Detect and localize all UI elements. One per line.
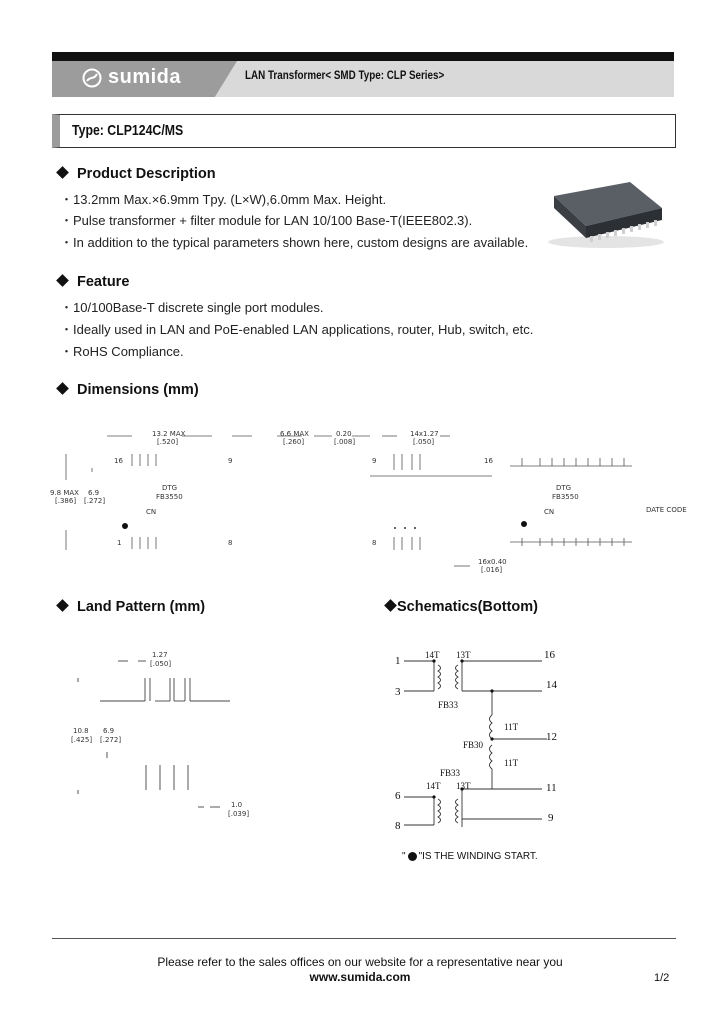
- pin-label-8b: 8: [372, 539, 377, 547]
- schem-pin-1: 1: [395, 655, 401, 667]
- date-code-label: DATE CODE: [646, 506, 687, 514]
- footer-website-link[interactable]: www.sumida.com: [309, 970, 411, 984]
- schem-pin-14: 14: [546, 679, 557, 691]
- diamond-bullet-icon: [56, 599, 69, 612]
- land-outer: 10.8: [73, 727, 89, 735]
- marking-fb-2: FB3550: [552, 493, 579, 501]
- dim-pitch: 14x1.27: [410, 430, 439, 438]
- choke-11t-a: 11T: [504, 722, 519, 732]
- schem-pin-16: 16: [544, 649, 555, 661]
- marking-dtg-2: DTG: [556, 484, 572, 492]
- choke-11t-b: 11T: [504, 758, 519, 768]
- marking-dtg: DTG: [162, 484, 178, 492]
- land-pad-in: [.039]: [228, 810, 250, 818]
- winding-13t-bottom: 13T: [456, 781, 471, 791]
- sumida-logo: [82, 66, 181, 89]
- dim-lead-in: [.016]: [481, 566, 503, 574]
- product-photo: [540, 166, 670, 250]
- marking-fb: FB3550: [156, 493, 183, 501]
- schematics-heading: Schematics(Bottom): [386, 599, 538, 615]
- pin-label-16b: 16: [484, 457, 493, 465]
- dim-thickness-in: [.008]: [334, 438, 356, 446]
- diamond-bullet-icon: [56, 382, 69, 395]
- dim-lead: 16x0.40: [478, 558, 507, 566]
- ferrite-fb33-top: FB33: [438, 700, 459, 710]
- dimensions-heading: Dimensions (mm): [58, 382, 199, 398]
- list-item: ・RoHS Compliance.: [60, 344, 184, 359]
- winding-13t-top: 13T: [456, 650, 471, 660]
- schem-pin-9: 9: [548, 812, 554, 824]
- diamond-bullet-icon: [56, 274, 69, 287]
- footer-divider: [52, 938, 676, 939]
- land-pad: 1.0: [231, 801, 243, 809]
- winding-14t-top: 14T: [425, 650, 440, 660]
- feature-heading: Feature: [58, 274, 129, 290]
- dim-width: 6.6 MAX: [280, 430, 309, 438]
- page-number: 1/2: [654, 972, 670, 984]
- pin-label-9: 9: [228, 457, 233, 465]
- pin-label-8: 8: [228, 539, 233, 547]
- dim-height-in: [.386]: [55, 497, 77, 505]
- winding-start-dot-icon: [408, 852, 417, 861]
- dim-length-in: [.520]: [157, 438, 179, 446]
- dimensions-drawing: [52, 420, 692, 580]
- dim-thickness: 0.20: [336, 430, 352, 438]
- schem-pin-3: 3: [395, 686, 401, 698]
- list-item: ・13.2mm Max.×6.9mm Tpy. (L×W),6.0mm Max. Height.: [60, 192, 387, 207]
- dim-width-in: [.260]: [283, 438, 305, 446]
- land-inner: 6.9: [103, 727, 115, 735]
- dim-height2: 6.9: [88, 489, 100, 497]
- diamond-bullet-icon: [384, 599, 397, 612]
- land-pitch: 1.27: [152, 651, 168, 659]
- header-top-bar: [52, 52, 674, 61]
- land-inner-in: [.272]: [100, 736, 122, 744]
- ferrite-fb33-bottom: FB33: [440, 768, 461, 778]
- dim-length: 13.2 MAX: [152, 430, 186, 438]
- pin-label-9b: 9: [372, 457, 377, 465]
- diamond-bullet-icon: [56, 166, 69, 179]
- list-item: ・Ideally used in LAN and PoE-enabled LAN applications, router, Hub, switch, etc.: [60, 322, 534, 337]
- pin-label-1: 1: [117, 539, 122, 547]
- list-item: ・In addition to the typical parameters shown here, custom designs are available.: [60, 235, 529, 250]
- ferrite-fb30: FB30: [463, 740, 484, 750]
- list-item: ・Pulse transformer + filter module for LAN 10/100 Base-T(IEEE802.3).: [60, 213, 473, 228]
- header-title: LAN Transformer< SMD Type: CLP Series>: [245, 68, 445, 82]
- sumida-logo-icon: [82, 68, 102, 88]
- marking-cn: CN: [146, 508, 157, 516]
- dim-height: 9.8 MAX: [50, 489, 79, 497]
- winding-start-note: " "IS THE WINDING START.: [402, 851, 538, 862]
- schem-pin-8: 8: [395, 820, 401, 832]
- land-pitch-in: [.050]: [150, 660, 172, 668]
- marking-cn-2: CN: [544, 508, 555, 516]
- land-pattern-heading: Land Pattern (mm): [58, 599, 205, 615]
- dim-pitch-in: [.050]: [413, 438, 435, 446]
- land-outer-in: [.425]: [71, 736, 93, 744]
- winding-14t-bottom: 14T: [426, 781, 441, 791]
- schem-pin-11: 11: [546, 782, 557, 794]
- pin-label-16: 16: [114, 457, 123, 465]
- schem-pin-6: 6: [395, 790, 401, 802]
- dim-height2-in: [.272]: [84, 497, 106, 505]
- product-description-heading: Product Description: [58, 166, 216, 182]
- footer-note: Please refer to the sales offices on our website for a representative near you: [157, 955, 563, 969]
- type-label: Type: CLP124C/MS: [72, 122, 184, 139]
- logo-text: sumida: [108, 66, 182, 88]
- list-item: ・10/100Base-T discrete single port modules.: [60, 300, 324, 315]
- schem-pin-12: 12: [546, 731, 557, 743]
